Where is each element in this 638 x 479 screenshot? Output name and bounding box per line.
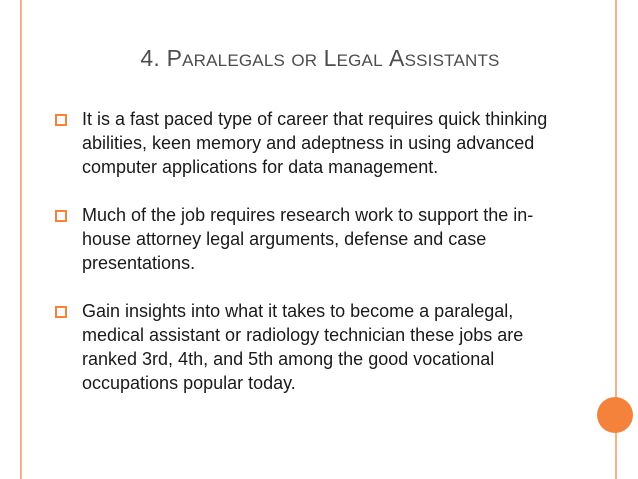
bullet-text: Gain insights into what it takes to become a paralegal, medical assistant or radiology technician these jobs are ranked 3rd, 4th, and 5th among the good vocational occupations popular today.	[82, 301, 524, 393]
title-part: A	[389, 45, 405, 71]
title-part: OR	[291, 51, 318, 70]
orange-circle-decoration	[597, 397, 633, 433]
title-part: 4. P	[140, 45, 183, 71]
wingding-square-icon	[55, 114, 67, 126]
bullet-item	[55, 203, 575, 275]
bullet-item	[55, 107, 575, 179]
title-part: ARALEGALS	[182, 51, 286, 70]
wingding-square-icon	[55, 210, 67, 222]
title-part: L	[323, 45, 337, 71]
bullet-list	[55, 107, 575, 419]
wingding-square-icon	[55, 306, 67, 318]
bullet-text: Much of the job requires research work to support the in-house attorney legal arguments, defense and case presentations.	[82, 205, 534, 273]
slide-title	[60, 45, 580, 72]
bullet-item	[55, 299, 575, 395]
title-part: SSISTANTS	[404, 51, 500, 70]
title-part: EGAL	[336, 51, 383, 70]
bullet-text: It is a fast paced type of career that requires quick thinking abilities, keen memory and adeptness in using advanced computer applications for data management.	[82, 109, 548, 177]
left-frame-line	[20, 0, 22, 479]
